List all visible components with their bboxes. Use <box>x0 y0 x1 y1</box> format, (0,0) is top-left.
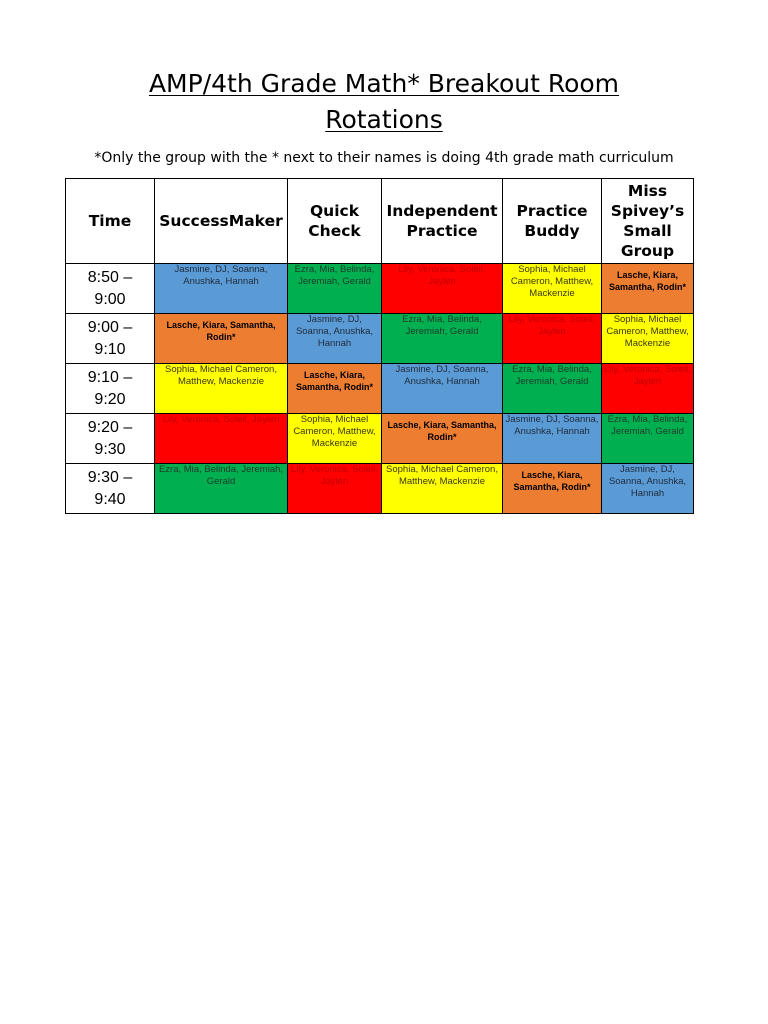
header-successmaker-label: SuccessMaker <box>159 212 283 230</box>
group-members: Jasmine, DJ, Soanna, Anushka, Hannah <box>505 414 599 438</box>
header-practice-buddy-line1: Practice <box>516 202 588 220</box>
header-quick-check <box>288 179 382 264</box>
group-cell-red <box>382 264 503 314</box>
group-members: Ezra, Mia, Belinda, Jeremiah, Gerald <box>607 414 688 438</box>
time-slot-end: 9:20 <box>94 390 126 408</box>
time-slot-end: 9:30 <box>94 440 126 458</box>
curriculum-note: *Only the group with the * next to their names is doing 4th grade math curriculum <box>94 150 674 166</box>
group-members: Ezra, Mia, Belinda, Jeremiah, Gerald <box>294 264 375 288</box>
group-cell-red <box>602 364 694 414</box>
group-cell-red <box>155 414 288 464</box>
group-cell-green <box>155 464 288 514</box>
header-time <box>66 179 155 264</box>
header-practice-buddy-line2: Buddy <box>524 222 580 240</box>
group-cell-orange <box>602 264 694 314</box>
group-members: Sophia, Michael Cameron, Matthew, Mackenzie <box>510 264 594 300</box>
time-slot-cell <box>66 364 155 414</box>
time-slot-start: 9:10 – <box>87 368 133 386</box>
table-row <box>66 264 694 314</box>
group-members: Jasmine, DJ, Soanna, Anushka, Hannah <box>608 464 687 500</box>
time-slot-cell <box>66 264 155 314</box>
title-line-1: AMP/4th Grade Math* Breakout Room <box>148 69 620 98</box>
header-row <box>66 179 694 264</box>
group-cell-orange <box>503 464 602 514</box>
group-cell-blue <box>155 264 288 314</box>
group-members: Jasmine, DJ, Soanna, Anushka, Hannah <box>174 264 268 288</box>
time-slot-end: 9:10 <box>94 340 126 358</box>
group-members: Lily, Veronica, Soleil, Jaylen <box>291 464 378 488</box>
group-members: Lasche, Kiara, Samantha, Rodin* <box>295 370 373 393</box>
header-practice-buddy <box>503 179 602 264</box>
group-cell-orange <box>288 364 382 414</box>
group-cell-yellow <box>503 264 602 314</box>
group-cell-yellow <box>382 464 503 514</box>
table-row <box>66 314 694 364</box>
time-slot-end: 9:00 <box>94 290 126 308</box>
time-slot-end: 9:40 <box>94 490 126 508</box>
time-slot-cell <box>66 414 155 464</box>
group-members: Lasche, Kiara, Samantha, Rodin* <box>608 270 686 293</box>
header-independent-practice <box>382 179 503 264</box>
group-cell-green <box>288 264 382 314</box>
group-cell-blue <box>382 364 503 414</box>
group-cell-red <box>288 464 382 514</box>
header-small-group <box>602 179 694 264</box>
table-row <box>66 464 694 514</box>
group-members: Jasmine, DJ, Soanna, Anushka, Hannah <box>395 364 489 388</box>
group-members: Sophia, Michael Cameron, Matthew, Mackenzie <box>293 414 376 450</box>
group-cell-green <box>382 314 503 364</box>
group-cell-red <box>503 314 602 364</box>
header-successmaker <box>155 179 288 264</box>
table-row <box>66 364 694 414</box>
group-members: Lasche, Kiara, Samantha, Rodin* <box>387 420 497 443</box>
group-cell-yellow <box>602 314 694 364</box>
group-cell-blue <box>288 314 382 364</box>
time-slot-cell <box>66 314 155 364</box>
group-cell-green <box>503 364 602 414</box>
header-small-group-line3: Small <box>623 222 672 240</box>
header-quick-check-line1: Quick <box>309 202 360 220</box>
group-cell-orange <box>382 414 503 464</box>
header-time-label: Time <box>88 212 132 230</box>
group-cell-yellow <box>288 414 382 464</box>
header-small-group-line2: Spivey’s <box>610 202 685 220</box>
group-members: Lily, Veronica, Soleil, Jaylen <box>162 414 280 425</box>
time-slot-cell <box>66 464 155 514</box>
group-members: Lasche, Kiara, Samantha, Rodin* <box>513 470 591 493</box>
group-members: Sophia, Michael Cameron, Matthew, Mackenzie <box>165 364 277 388</box>
table-row <box>66 414 694 464</box>
group-members: Jasmine, DJ, Soanna, Anushka, Hannah <box>295 314 374 350</box>
group-members: Ezra, Mia, Belinda, Jeremiah, Gerald <box>402 314 482 338</box>
header-independent-practice-line1: Independent <box>386 202 498 220</box>
header-small-group-line1: Miss <box>627 182 668 200</box>
time-slot-start: 9:20 – <box>87 418 133 436</box>
group-members: Lasche, Kiara, Samantha, Rodin* <box>166 320 276 343</box>
schedule-body <box>66 264 694 514</box>
rotation-schedule-table <box>65 178 694 514</box>
group-members: Ezra, Mia, Belinda, Jeremiah, Gerald <box>158 464 284 488</box>
title-line-2: Rotations <box>325 105 443 134</box>
time-slot-start: 9:30 – <box>87 468 133 486</box>
group-members: Lily, Veronica, Soleil, Jaylen <box>604 364 691 388</box>
group-cell-yellow <box>155 364 288 414</box>
group-members: Ezra, Mia, Belinda, Jeremiah, Gerald <box>512 364 592 388</box>
group-cell-blue <box>503 414 602 464</box>
header-small-group-line4: Group <box>620 242 675 260</box>
group-members: Lily, Veronica, Soleil, Jaylen <box>508 314 596 338</box>
group-cell-green <box>602 414 694 464</box>
group-members: Lily, Veronica, Soleil, Jaylen <box>398 264 486 288</box>
page-title <box>0 66 768 138</box>
group-cell-orange <box>155 314 288 364</box>
group-members: Sophia, Michael Cameron, Matthew, Mackenzie <box>386 464 498 488</box>
time-slot-start: 8:50 – <box>87 268 133 286</box>
group-cell-blue <box>602 464 694 514</box>
header-quick-check-line2: Check <box>308 222 361 240</box>
group-members: Sophia, Michael Cameron, Matthew, Mackenzie <box>606 314 689 350</box>
time-slot-start: 9:00 – <box>87 318 133 336</box>
header-independent-practice-line2: Practice <box>406 222 478 240</box>
